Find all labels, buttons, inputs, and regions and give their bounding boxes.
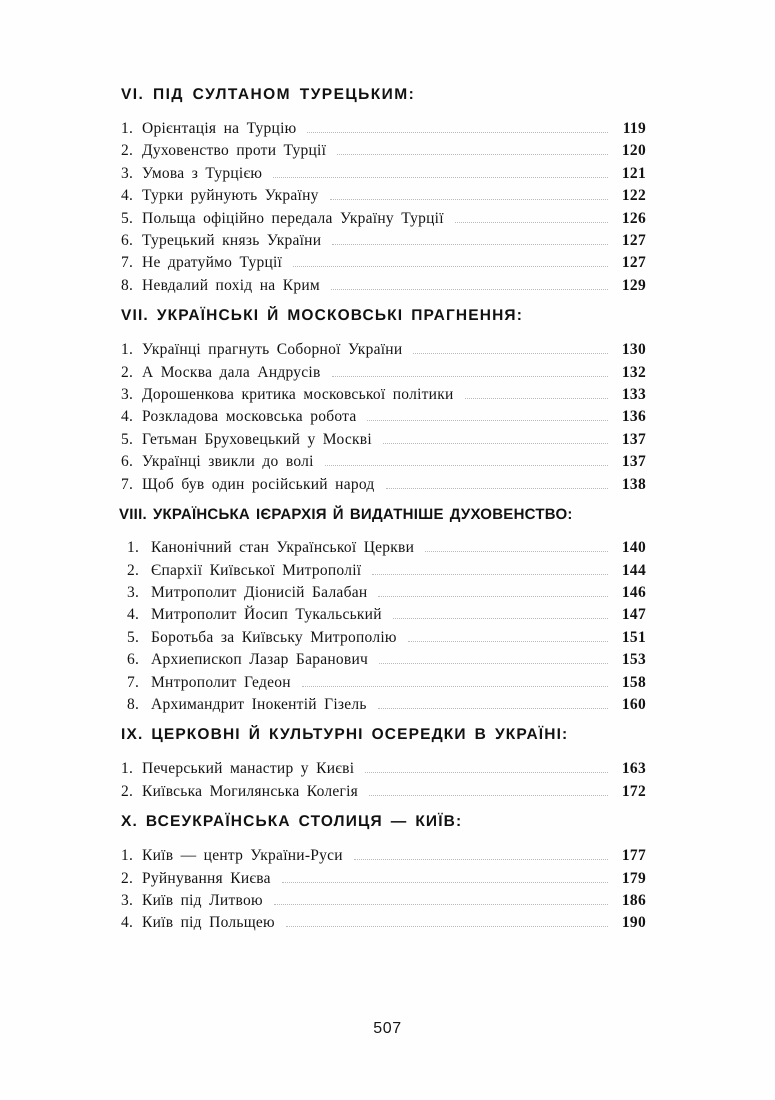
dot-leader <box>307 132 608 133</box>
toc-entry-title: Турки руйнують Україну <box>142 187 319 205</box>
toc-entry-index: 3. <box>121 164 134 182</box>
toc-entry-index: 8. <box>127 695 140 713</box>
dot-leader <box>354 859 608 860</box>
toc-entry-page-number: 129 <box>621 276 646 294</box>
toc-entry-title: Київ під Литвою <box>142 891 263 909</box>
toc-entry[interactable] <box>119 384 646 406</box>
toc-entry[interactable] <box>125 560 646 582</box>
toc-entry-title: Київ — центр України-Руси <box>142 847 343 865</box>
toc-entry-index: 4. <box>127 606 140 624</box>
dot-leader <box>332 244 608 245</box>
toc-entry-index: 3. <box>127 583 140 601</box>
toc-entry-title: Канонічний стан Української Церкви <box>151 539 415 557</box>
toc-entry-page-number: 132 <box>621 363 646 381</box>
toc-entry-index: 7. <box>121 475 134 493</box>
toc-entry-index: 5. <box>121 430 134 448</box>
toc-entry-index: 1. <box>121 120 134 137</box>
toc-entry-page-number: 127 <box>621 232 646 250</box>
dot-leader <box>332 376 608 377</box>
toc-entry-list <box>119 118 646 297</box>
toc-section <box>119 307 646 496</box>
toc-entry-page-number: 137 <box>621 430 646 448</box>
toc-entry-title: Польща офіційно передала Україну Турції <box>142 209 444 227</box>
toc-entry-title: Київська Могилянська Колегія <box>142 782 359 800</box>
toc-entry[interactable] <box>125 604 646 626</box>
toc-entry[interactable] <box>119 912 646 934</box>
toc-entry-index: 1. <box>121 847 134 865</box>
toc-entry-title: Київ під Польщею <box>142 914 275 932</box>
dot-leader <box>302 686 608 687</box>
toc-entry-page-number: 121 <box>621 164 646 182</box>
dot-leader <box>383 443 608 444</box>
toc-entry-page-number: 136 <box>621 408 646 426</box>
toc-entry-page-number: 147 <box>621 606 646 624</box>
toc-entry[interactable] <box>119 339 646 361</box>
toc-entry-index: 4. <box>121 187 134 205</box>
toc-entry-title: Архиепископ Лазар Баранович <box>151 651 369 669</box>
dot-leader <box>365 772 608 773</box>
dot-leader <box>378 708 608 709</box>
toc-entry[interactable] <box>119 208 646 230</box>
toc-entry-page-number: 146 <box>621 583 646 601</box>
toc-entry-title: Не дратуймо Турції <box>142 254 283 272</box>
toc-entry-index: 7. <box>127 673 140 691</box>
dot-leader <box>413 353 608 354</box>
toc-entry-index: 2. <box>121 782 134 800</box>
dot-leader <box>331 289 608 290</box>
toc-entry[interactable] <box>119 890 646 912</box>
toc-entry-title: Орієнтація на Турцію <box>142 120 297 137</box>
toc-entry-index: 1. <box>121 341 134 359</box>
dot-leader <box>379 663 608 664</box>
toc-entry-title: Боротьба за Київську Митрополію <box>151 628 397 646</box>
toc-entry-index: 1. <box>121 760 134 778</box>
toc-entry-list <box>119 758 646 803</box>
toc-entry-index: 5. <box>121 209 134 227</box>
toc-entry-title: Єпархії Київської Митрополії <box>151 561 362 579</box>
toc-entry-title: Архимандрит Інокентій Гізель <box>151 695 367 713</box>
dot-leader <box>386 488 608 489</box>
dot-leader <box>330 199 608 200</box>
table-of-contents <box>119 86 646 945</box>
dot-leader <box>372 574 608 575</box>
toc-entry-title: Турецький князь України <box>142 232 322 250</box>
toc-entry-page-number: 153 <box>621 651 646 669</box>
toc-entry-page-number: 151 <box>621 628 646 646</box>
dot-leader <box>425 551 608 552</box>
toc-entry-index: 6. <box>121 453 134 471</box>
dot-leader <box>337 154 608 155</box>
toc-entry[interactable] <box>125 672 646 694</box>
toc-entry[interactable] <box>125 694 646 716</box>
toc-entry-page-number: 119 <box>622 120 646 137</box>
toc-entry[interactable] <box>119 230 646 252</box>
toc-entry-page-number: 126 <box>621 209 646 227</box>
toc-section <box>119 726 646 803</box>
toc-entry[interactable] <box>125 649 646 671</box>
toc-entry[interactable] <box>119 362 646 384</box>
toc-entry-page-number: 179 <box>621 869 646 887</box>
dot-leader <box>367 420 608 421</box>
toc-entry-title: Щоб був один російський народ <box>142 475 375 493</box>
toc-entry-title: Розкладова московська робота <box>142 408 357 426</box>
toc-entry-page-number: 177 <box>621 847 646 865</box>
toc-entry-page-number: 122 <box>621 187 646 205</box>
toc-entry-index: 5. <box>127 628 140 646</box>
dot-leader <box>274 904 608 905</box>
toc-entry[interactable] <box>119 118 646 140</box>
toc-entry[interactable] <box>119 252 646 274</box>
toc-entry-index: 3. <box>121 386 134 404</box>
toc-entry-index: 6. <box>121 232 134 250</box>
section-heading: VI. ПІД СУЛТАНОМ ТУРЕЦЬКИМ: <box>121 86 416 103</box>
toc-entry-list <box>119 537 646 716</box>
toc-entry-title: Духовенство проти Турції <box>142 142 327 160</box>
toc-entry-title: Умова з Турцією <box>142 164 263 182</box>
toc-entry[interactable] <box>119 275 646 297</box>
toc-entry-title: Митрополит Діонисій Балабан <box>151 583 368 601</box>
dot-leader <box>455 222 608 223</box>
section-heading: VIII. УКРАЇНСЬКА ІЄРАРХІЯ Й ВИДАТНІШЕ ДУХОВЕНСТВО: <box>119 506 573 524</box>
toc-entry[interactable] <box>119 185 646 207</box>
toc-entry-page-number: 172 <box>621 782 646 800</box>
toc-entry-page-number: 186 <box>621 891 646 909</box>
toc-entry-title: Українці прагнуть Соборної України <box>142 341 403 359</box>
toc-entry-page-number: 158 <box>621 673 646 691</box>
toc-section <box>119 813 646 935</box>
toc-entry-page-number: 163 <box>621 760 646 778</box>
dot-leader <box>293 266 608 267</box>
toc-entry-index: 2. <box>127 561 140 579</box>
toc-entry[interactable] <box>119 868 646 890</box>
toc-entry-index: 4. <box>121 914 134 932</box>
toc-entry-index: 8. <box>121 276 134 294</box>
toc-entry[interactable] <box>125 627 646 649</box>
section-heading: X. ВСЕУКРАЇНСЬКА СТОЛИЦЯ — КИЇВ: <box>121 813 463 831</box>
toc-entry-page-number: 127 <box>621 254 646 272</box>
toc-entry-index: 7. <box>121 254 134 272</box>
toc-entry[interactable] <box>125 537 646 559</box>
toc-entry-page-number: 190 <box>621 914 646 932</box>
toc-entry-index: 6. <box>127 651 140 669</box>
toc-entry-page-number: 133 <box>621 386 646 404</box>
toc-entry-page-number: 137 <box>621 453 646 471</box>
toc-entry-page-number: 140 <box>621 539 646 557</box>
toc-section <box>119 86 646 297</box>
toc-entry-title: Митрополит Йосип Тукальський <box>151 606 382 624</box>
toc-entry[interactable] <box>119 429 646 451</box>
toc-entry-index: 2. <box>121 363 134 381</box>
section-heading: IX. ЦЕРКОВНІ Й КУЛЬТУРНІ ОСЕРЕДКИ В УКРАЇНІ: <box>121 726 569 744</box>
toc-entry[interactable] <box>119 140 646 162</box>
toc-entry-title: Мнтрополит Гедеон <box>151 673 291 691</box>
dot-leader <box>286 926 608 927</box>
toc-entry-index: 1. <box>127 539 140 557</box>
dot-leader <box>369 795 608 796</box>
dot-leader <box>325 465 608 466</box>
toc-entry-page-number: 144 <box>621 561 646 579</box>
toc-entry-list <box>119 845 646 935</box>
dot-leader <box>273 177 608 178</box>
toc-entry-index: 2. <box>121 142 134 160</box>
toc-entry-title: Гетьман Бруховецький у Москві <box>142 430 372 448</box>
toc-entry-title: А Москва дала Андрусів <box>142 363 321 381</box>
toc-entry-page-number: 138 <box>621 475 646 493</box>
toc-entry-title: Дорошенкова критика московської політики <box>142 386 454 404</box>
section-heading: VII. УКРАЇНСЬКІ Й МОСКОВСЬКІ ПРАГНЕННЯ: <box>121 307 524 325</box>
dot-leader <box>378 596 608 597</box>
toc-entry[interactable] <box>119 845 646 867</box>
dot-leader <box>282 882 608 883</box>
toc-entry[interactable] <box>119 163 646 185</box>
toc-entry-page-number: 160 <box>621 695 646 713</box>
dot-leader <box>408 641 608 642</box>
toc-section <box>119 506 646 716</box>
toc-entry-title: Українці звикли до волі <box>142 453 314 471</box>
toc-entry-page-number: 120 <box>621 142 646 160</box>
toc-entry-index: 2. <box>121 869 134 887</box>
page-folio-number: 507 <box>373 1020 402 1037</box>
toc-entry-title: Невдалий похід на Крим <box>142 276 320 294</box>
dot-leader <box>393 618 608 619</box>
toc-entry[interactable] <box>119 758 646 780</box>
toc-entry[interactable] <box>119 406 646 428</box>
toc-entry-title: Печерський манастир у Києві <box>142 760 355 778</box>
toc-entry-list <box>119 339 646 496</box>
toc-entry-title: Руйнування Києва <box>142 869 271 887</box>
toc-entry-page-number: 130 <box>621 341 646 359</box>
toc-entry[interactable] <box>119 451 646 473</box>
dot-leader <box>465 398 608 399</box>
toc-entry-index: 4. <box>121 408 134 426</box>
toc-entry[interactable] <box>119 781 646 803</box>
toc-entry-index: 3. <box>121 891 134 909</box>
toc-entry[interactable] <box>119 474 646 496</box>
toc-entry[interactable] <box>125 582 646 604</box>
